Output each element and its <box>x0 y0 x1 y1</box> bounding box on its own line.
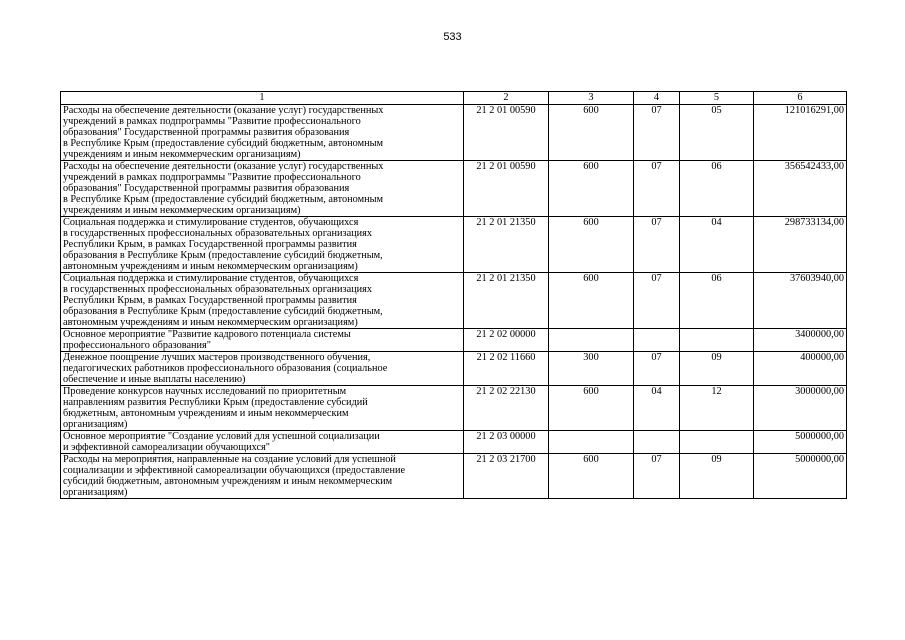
target-code: 21 2 01 21350 <box>464 217 549 273</box>
target-code: 21 2 01 00590 <box>464 161 549 217</box>
row-description: Расходы на мероприятия, направленные на создание условий для успешной социализации и эффективной самореализации обучающихся (предоставление субсидий бюджетным, автономным учреждениям и иным некоммерческим организациям) <box>61 454 464 499</box>
subsection-code <box>680 329 754 352</box>
target-code: 21 2 03 00000 <box>464 431 549 454</box>
table-row <box>61 352 847 386</box>
target-code: 21 2 01 00590 <box>464 105 549 161</box>
amount: 356542433,00 <box>754 161 847 217</box>
target-code: 21 2 02 22130 <box>464 386 549 431</box>
expense-type <box>549 329 634 352</box>
target-code: 21 2 03 21700 <box>464 454 549 499</box>
expense-type: 300 <box>549 352 634 386</box>
section-code: 04 <box>634 386 680 431</box>
row-description: Расходы на обеспечение деятельности (оказание услуг) государственных учреждений в рамках подпрограммы "Развитие профессионального образования" Государственной программы развития образования в Республике Крым (предоставление субсидий бюджетным, автономным учреждениям и иным некоммерческим организациям) <box>61 105 464 161</box>
subsection-code: 05 <box>680 105 754 161</box>
table-row <box>61 217 847 273</box>
column-header: 3 <box>549 92 634 105</box>
section-code: 07 <box>634 105 680 161</box>
column-header: 1 <box>61 92 464 105</box>
target-code: 21 2 02 00000 <box>464 329 549 352</box>
table-header-row <box>61 92 847 105</box>
amount: 5000000,00 <box>754 431 847 454</box>
target-code: 21 2 02 11660 <box>464 352 549 386</box>
amount: 298733134,00 <box>754 217 847 273</box>
table-row <box>61 454 847 499</box>
section-code <box>634 431 680 454</box>
amount: 400000,00 <box>754 352 847 386</box>
section-code: 07 <box>634 454 680 499</box>
amount: 37603940,00 <box>754 273 847 329</box>
subsection-code: 06 <box>680 161 754 217</box>
row-description: Основное мероприятие "Создание условий для успешной социализации и эффективной самореализации обучающихся" <box>61 431 464 454</box>
row-description: Проведение конкурсов научных исследований по приоритетным направлениям развития Республики Крым (предоставление субсидий бюджетным, автономным учреждениям и иным некоммерческим организациям) <box>61 386 464 431</box>
table-row <box>61 329 847 352</box>
budget-table <box>60 91 847 499</box>
expense-type <box>549 431 634 454</box>
amount: 3400000,00 <box>754 329 847 352</box>
row-description: Денежное поощрение лучших мастеров производственного обучения, педагогических работников профессионального образования (социальное обеспечение и иные выплаты населению) <box>61 352 464 386</box>
row-description: Социальная поддержка и стимулирование студентов, обучающихся в государственных профессиональных образовательных организациях Республики Крым, в рамках Государственной программы развития образования в Республике Крым (предоставление субсидий бюджетным, автономным учреждениям и иным некоммерческим организациям) <box>61 273 464 329</box>
subsection-code: 09 <box>680 352 754 386</box>
section-code: 07 <box>634 352 680 386</box>
column-header: 5 <box>680 92 754 105</box>
expense-type: 600 <box>549 273 634 329</box>
subsection-code: 06 <box>680 273 754 329</box>
table-row <box>61 161 847 217</box>
row-description: Социальная поддержка и стимулирование студентов, обучающихся в государственных профессиональных образовательных организациях Республики Крым, в рамках Государственной программы развития образования в Республике Крым (предоставление субсидий бюджетным, автономным учреждениям и иным некоммерческим организациям) <box>61 217 464 273</box>
expense-type: 600 <box>549 217 634 273</box>
page-number: 533 <box>443 31 462 43</box>
column-header: 6 <box>754 92 847 105</box>
expense-type: 600 <box>549 386 634 431</box>
expense-type: 600 <box>549 105 634 161</box>
row-description: Расходы на обеспечение деятельности (оказание услуг) государственных учреждений в рамках подпрограммы "Развитие профессионального образования" Государственной программы развития образования в Республике Крым (предоставление субсидий бюджетным, автономным учреждениям и иным некоммерческим организациям) <box>61 161 464 217</box>
amount: 5000000,00 <box>754 454 847 499</box>
subsection-code: 09 <box>680 454 754 499</box>
row-description: Основное мероприятие "Развитие кадрового потенциала системы профессионального образования" <box>61 329 464 352</box>
section-code: 07 <box>634 273 680 329</box>
column-header: 4 <box>634 92 680 105</box>
target-code: 21 2 01 21350 <box>464 273 549 329</box>
section-code <box>634 329 680 352</box>
table-row <box>61 431 847 454</box>
subsection-code: 12 <box>680 386 754 431</box>
section-code: 07 <box>634 161 680 217</box>
expense-type: 600 <box>549 454 634 499</box>
subsection-code: 04 <box>680 217 754 273</box>
amount: 3000000,00 <box>754 386 847 431</box>
section-code: 07 <box>634 217 680 273</box>
amount: 121016291,00 <box>754 105 847 161</box>
table-row <box>61 105 847 161</box>
table-row <box>61 273 847 329</box>
expense-type: 600 <box>549 161 634 217</box>
column-header: 2 <box>464 92 549 105</box>
subsection-code <box>680 431 754 454</box>
table-row <box>61 386 847 431</box>
